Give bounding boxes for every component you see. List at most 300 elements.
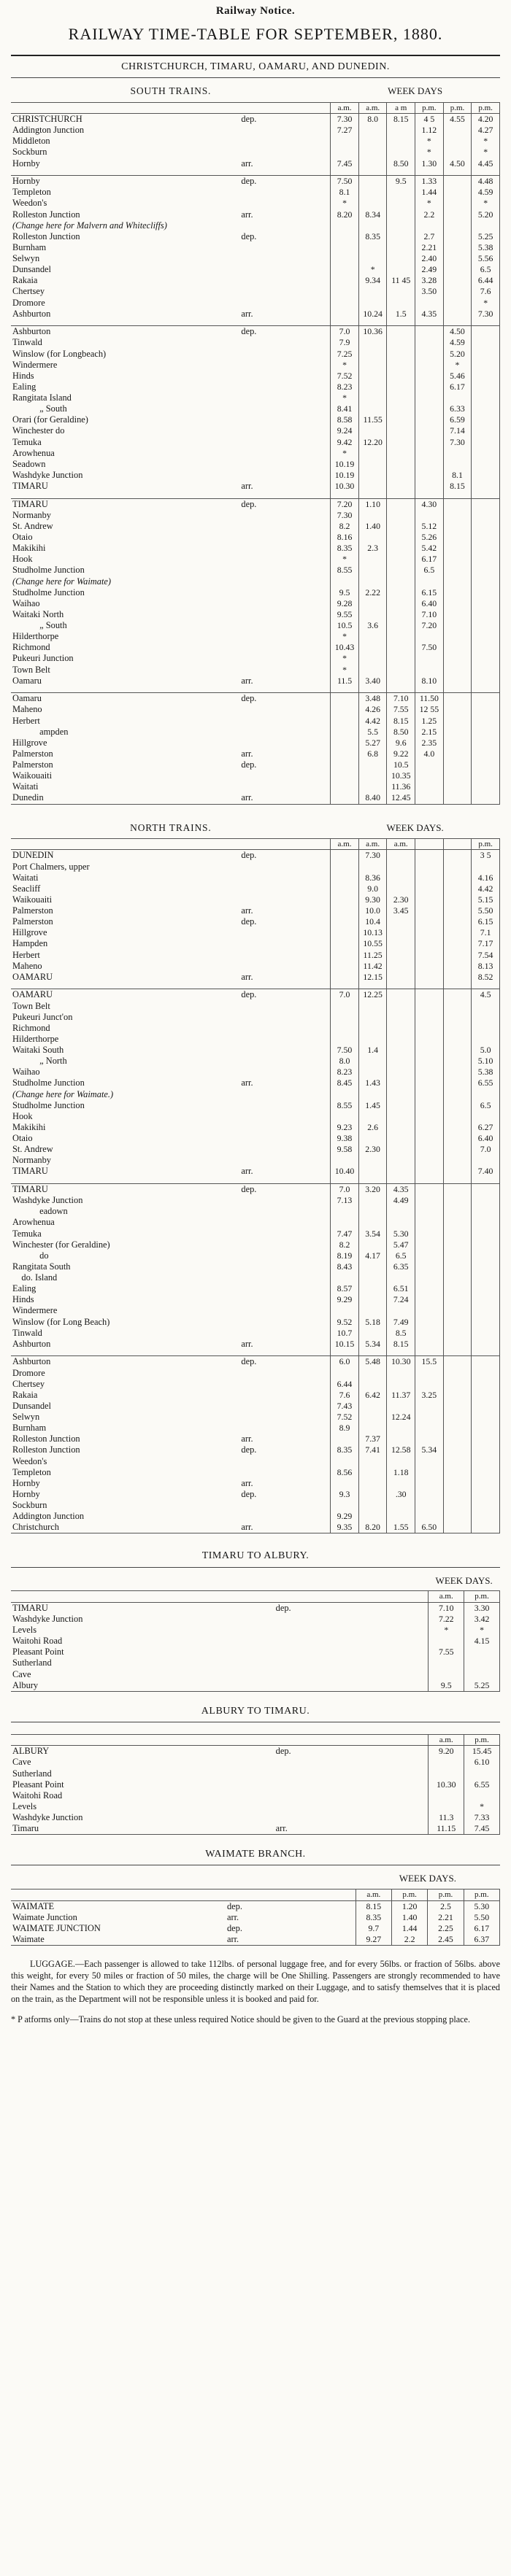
station-name: TIMARU (12, 1184, 48, 1195)
timetable-row (11, 565, 500, 576)
train-time (472, 716, 500, 727)
train-time (472, 1467, 500, 1478)
train-time: 7.43 (331, 1401, 359, 1412)
train-time (331, 781, 359, 792)
train-time (472, 459, 500, 470)
dep-arr-marker (241, 1067, 330, 1078)
station-name: Waikouaiti (12, 894, 53, 905)
station-name: Washdyke Junction (12, 469, 83, 480)
train-time (415, 1434, 444, 1444)
train-time: 8.34 (358, 209, 387, 220)
train-time (472, 770, 500, 781)
train-time (464, 1647, 500, 1658)
train-time (358, 1023, 387, 1034)
station-name: Hillgrove (12, 927, 47, 938)
timetable-row (11, 620, 500, 631)
train-time (387, 1100, 415, 1111)
train-time: 7.17 (472, 938, 500, 949)
timetable-row (11, 1467, 500, 1478)
station-name: TIMARU (12, 481, 48, 492)
train-time (358, 136, 387, 147)
dep-arr-marker (241, 136, 330, 147)
ampm-label: a.m. (429, 1591, 464, 1602)
timetable-row (11, 950, 500, 961)
train-time (415, 850, 444, 862)
train-time: 8.15 (387, 716, 415, 727)
dep-arr-marker (241, 1122, 330, 1133)
train-time (358, 403, 387, 414)
timetable-row (11, 242, 500, 253)
dep-arr-marker: arr. (241, 675, 253, 686)
train-time (331, 905, 359, 916)
timetable-row (11, 253, 500, 264)
dep-arr-marker (241, 770, 330, 781)
train-time (443, 665, 472, 676)
train-time (415, 220, 444, 231)
timetable-row (11, 470, 500, 481)
train-time: 8.2 (331, 1239, 359, 1250)
train-time: 2.15 (415, 727, 444, 738)
timetable-row (11, 1195, 500, 1206)
train-time (443, 392, 472, 403)
dep-arr-marker (241, 620, 330, 631)
timetable-row (11, 883, 500, 894)
train-time (331, 286, 359, 297)
dep-arr-marker (241, 1250, 330, 1261)
train-time (415, 961, 444, 972)
dep-arr-marker (241, 470, 330, 481)
train-time (443, 862, 472, 873)
train-time: 7.50 (415, 642, 444, 653)
timetable-row (11, 448, 500, 459)
train-time: 8.23 (331, 382, 359, 392)
train-time (387, 1423, 415, 1434)
train-time: 4 5 (415, 114, 444, 125)
train-time: 10.30 (429, 1779, 464, 1790)
train-time: 7.45 (464, 1823, 500, 1835)
train-time (415, 1100, 444, 1111)
train-time (415, 576, 444, 587)
train-time: 7.24 (387, 1294, 415, 1305)
train-time (387, 665, 415, 676)
train-time: 1.10 (358, 498, 387, 510)
timetable-row (11, 1478, 500, 1489)
train-time (358, 360, 387, 371)
train-time: 11.25 (358, 950, 387, 961)
dep-arr-marker (276, 1647, 429, 1658)
train-time (358, 337, 387, 348)
timetable-row (11, 1757, 500, 1768)
station-name: Makikihi (12, 543, 46, 554)
timetable-row (11, 298, 500, 309)
dep-arr-marker (241, 1023, 330, 1034)
dep-arr-marker (241, 873, 330, 883)
timetable-row (11, 414, 500, 425)
train-time: 6.15 (472, 916, 500, 927)
train-time: * (331, 360, 359, 371)
timetable-row (11, 1444, 500, 1455)
train-time (443, 759, 472, 770)
train-time (443, 1001, 472, 1012)
train-time (415, 1500, 444, 1511)
train-time: 5.27 (358, 738, 387, 749)
train-time: 6.50 (415, 1522, 444, 1533)
train-time (387, 676, 415, 686)
train-time (331, 704, 359, 715)
timetable-row (11, 1023, 500, 1034)
train-time: 11 45 (387, 275, 415, 286)
station-name: Otaio (12, 1133, 33, 1144)
train-time (358, 609, 387, 620)
station-name: Pleasant Point (12, 1779, 64, 1790)
train-time (415, 1478, 444, 1489)
station-name: Winslow (for Long Beach) (12, 1316, 110, 1327)
train-time (443, 543, 472, 554)
train-time (443, 1100, 472, 1111)
train-time (415, 337, 444, 348)
timetable-row (11, 425, 500, 436)
train-time (358, 198, 387, 209)
train-time: 7.52 (331, 1412, 359, 1423)
timetable-row (11, 1489, 500, 1500)
train-time (387, 850, 415, 862)
week-days-heading (429, 1728, 500, 1735)
train-time (331, 727, 359, 738)
train-time: 8.57 (331, 1283, 359, 1294)
dep-arr-marker: dep. (241, 916, 257, 927)
train-time: 12.24 (387, 1412, 415, 1423)
train-time: 3.20 (358, 1184, 387, 1196)
train-time (387, 1067, 415, 1078)
timetable-row (11, 653, 500, 664)
train-time: 4.0 (415, 749, 444, 759)
timetable-row (11, 1034, 500, 1045)
train-time (358, 1239, 387, 1250)
train-time (443, 1089, 472, 1100)
dep-arr-marker (241, 1056, 330, 1067)
train-time (443, 1339, 472, 1350)
train-time (472, 510, 500, 521)
train-time: 9.28 (331, 598, 359, 609)
dep-arr-marker (241, 1423, 330, 1434)
dep-arr-marker (241, 1401, 330, 1412)
station-name: Town Belt (12, 664, 50, 675)
station-name: Studholme Junction (12, 1099, 85, 1110)
timetable-row (11, 1790, 500, 1801)
station-name: Waihao (12, 597, 40, 608)
train-time: * (358, 264, 387, 275)
train-time (415, 1012, 444, 1023)
train-time (415, 1045, 444, 1056)
train-time (443, 448, 472, 459)
train-time: 10.13 (358, 927, 387, 938)
train-time (331, 693, 359, 705)
station-name: ALBURY (12, 1746, 50, 1757)
train-time: 6.44 (331, 1379, 359, 1390)
dep-arr-marker: arr. (241, 1477, 253, 1488)
timetable-row (11, 693, 500, 705)
train-time: 5.10 (472, 1056, 500, 1067)
train-time (358, 1206, 387, 1217)
train-time (472, 349, 500, 360)
train-time (358, 1511, 387, 1522)
train-time (331, 961, 359, 972)
train-time: 9.34 (358, 275, 387, 286)
station-name: Hilderthorpe (12, 1033, 59, 1044)
timetable-row (11, 1401, 500, 1412)
train-time: 6.17 (464, 1923, 499, 1934)
train-time: 4.20 (472, 114, 500, 125)
train-time (443, 905, 472, 916)
timetable-row (11, 1522, 500, 1533)
train-time (443, 1217, 472, 1228)
train-time (443, 1305, 472, 1316)
train-time: 7.30 (358, 850, 387, 862)
train-time: 7.37 (358, 1434, 387, 1444)
train-time (472, 1294, 500, 1305)
timetable-row (11, 510, 500, 521)
train-time (472, 403, 500, 414)
train-time (387, 1401, 415, 1412)
train-time (415, 1511, 444, 1522)
train-time (472, 642, 500, 653)
train-time: 1.40 (391, 1912, 427, 1923)
timetable-row (11, 1768, 500, 1779)
dep-arr-marker: arr. (227, 1934, 356, 1946)
train-time (415, 873, 444, 883)
train-time (387, 1456, 415, 1467)
title-rule (11, 55, 500, 56)
train-time (387, 481, 415, 492)
station-name: OAMARU (12, 971, 53, 982)
train-time (358, 382, 387, 392)
timetable-row (11, 532, 500, 543)
train-time: * (331, 653, 359, 664)
train-time: 3.50 (415, 286, 444, 297)
ampm-label: p.m. (443, 102, 472, 113)
station-name: (Change here for Malvern and Whitecliffs) (12, 220, 167, 231)
branch-timetables (11, 1550, 500, 1946)
section-divider (11, 686, 500, 693)
train-time: 5.20 (443, 349, 472, 360)
train-time: 2.30 (387, 894, 415, 905)
dep-arr-marker (241, 653, 330, 664)
train-time: 1.43 (358, 1078, 387, 1088)
train-time: 7.14 (443, 425, 472, 436)
train-time: 6.27 (472, 1122, 500, 1133)
timetable-row (11, 1423, 500, 1434)
train-time (429, 1801, 464, 1812)
train-time (472, 1250, 500, 1261)
train-time (358, 1368, 387, 1379)
train-time (358, 242, 387, 253)
timetable-row (11, 231, 500, 242)
train-time (331, 220, 359, 231)
dep-arr-marker (241, 298, 330, 309)
train-time: 5.20 (472, 209, 500, 220)
train-time (387, 598, 415, 609)
train-time: 8.40 (358, 792, 387, 804)
train-time: 9.24 (331, 425, 359, 436)
train-time (415, 916, 444, 927)
train-time: 4.59 (443, 337, 472, 348)
station-name: Hilderthorpe (12, 631, 59, 642)
train-time (443, 1412, 472, 1423)
train-time: 2.2 (415, 209, 444, 220)
train-time: 7.9 (331, 337, 359, 348)
train-time (472, 862, 500, 873)
train-time (415, 1368, 444, 1379)
train-time: 8.50 (387, 158, 415, 169)
train-time: 9.35 (331, 1522, 359, 1533)
train-time: 7.55 (429, 1647, 464, 1658)
train-time: 4.16 (472, 873, 500, 883)
train-time (358, 770, 387, 781)
train-time (387, 862, 415, 873)
timetable-row (11, 1272, 500, 1283)
train-time: 8.2 (331, 521, 359, 532)
ampm-label: a.m. (356, 1890, 391, 1900)
dep-arr-marker: dep. (241, 850, 257, 861)
train-time: 5.38 (472, 242, 500, 253)
train-time (443, 1206, 472, 1217)
train-time (415, 862, 444, 873)
timetable-row (11, 1647, 500, 1658)
timetable-row (11, 1801, 500, 1812)
train-time (415, 1412, 444, 1423)
train-time (443, 298, 472, 309)
train-time (443, 1283, 472, 1294)
train-time: * (331, 631, 359, 642)
train-time (472, 1239, 500, 1250)
station-name: St. Andrew (12, 520, 53, 531)
timetable-row (11, 1045, 500, 1056)
ampm-label: a.m. (358, 102, 387, 113)
timetable-row (11, 972, 500, 983)
timetable-row (11, 147, 500, 158)
train-time (331, 1478, 359, 1489)
train-time: 1.25 (415, 716, 444, 727)
train-time: 9.22 (387, 749, 415, 759)
train-time (443, 565, 472, 576)
train-time: 4.50 (443, 158, 472, 169)
train-time: 7.0 (331, 989, 359, 1001)
train-time (415, 759, 444, 770)
train-time (443, 1379, 472, 1390)
timetable-row (11, 1934, 500, 1946)
train-time (387, 231, 415, 242)
train-time: 8.9 (331, 1423, 359, 1434)
station-name: Waitaki South (12, 1045, 64, 1056)
timetable-row (11, 1669, 500, 1680)
train-time: 8.23 (331, 1067, 359, 1078)
timetable-row (11, 554, 500, 565)
train-time (464, 1658, 500, 1668)
train-time (472, 543, 500, 554)
timetable-row (11, 1317, 500, 1328)
train-time: 11.5 (331, 676, 359, 686)
train-time: 7.45 (331, 158, 359, 169)
train-time (415, 1294, 444, 1305)
station-name: Oamaru (12, 675, 42, 686)
train-time: 3.40 (358, 676, 387, 686)
train-time (358, 1166, 387, 1177)
train-time (358, 1001, 387, 1012)
train-time (443, 609, 472, 620)
station-name: Levels (12, 1625, 37, 1636)
train-time: 11.36 (387, 781, 415, 792)
train-time: 6.33 (443, 403, 472, 414)
train-time: 11.37 (387, 1390, 415, 1401)
train-time (331, 770, 359, 781)
dep-arr-marker (241, 565, 330, 576)
train-time (443, 676, 472, 686)
station-name: eadown (12, 1206, 68, 1217)
train-time: 7.33 (464, 1812, 500, 1823)
dep-arr-marker (241, 1144, 330, 1155)
train-time (443, 176, 472, 187)
train-time (331, 1111, 359, 1122)
timetable-row (11, 1680, 500, 1692)
train-time (387, 1379, 415, 1390)
train-time (472, 414, 500, 425)
train-time (387, 382, 415, 392)
train-time (472, 1368, 500, 1379)
train-time (443, 1294, 472, 1305)
train-time (331, 850, 359, 862)
train-time (472, 1412, 500, 1423)
train-time (472, 1356, 500, 1368)
train-time: 7.30 (331, 114, 359, 125)
station-name: Chertsey (12, 286, 45, 297)
dep-arr-marker (241, 532, 330, 543)
train-time: 9.58 (331, 1144, 359, 1155)
timetable-row (11, 1229, 500, 1239)
train-time (443, 554, 472, 565)
dep-arr-marker: arr. (241, 1166, 253, 1177)
train-time: 1.44 (415, 187, 444, 198)
train-time: 1.40 (358, 521, 387, 532)
train-time (415, 1401, 444, 1412)
dep-arr-marker (241, 1012, 330, 1023)
train-time (443, 620, 472, 631)
train-time: 6.5 (472, 264, 500, 275)
train-time: 3 5 (472, 850, 500, 862)
timetable-row (11, 1283, 500, 1294)
train-time (443, 286, 472, 297)
timetable-row (11, 382, 500, 392)
ampm-label: p.m. (415, 102, 444, 113)
timetable-row (11, 916, 500, 927)
dep-arr-marker: dep. (241, 989, 257, 1000)
station-name: Palmerston (12, 748, 53, 759)
dep-arr-marker (241, 1511, 330, 1522)
train-time (358, 642, 387, 653)
train-time: 12.25 (358, 989, 387, 1001)
train-time: 4.26 (358, 704, 387, 715)
train-time (358, 158, 387, 169)
train-time (472, 598, 500, 609)
dep-arr-marker (241, 1305, 330, 1316)
train-time (415, 1067, 444, 1078)
branch-section-waimate (11, 1848, 500, 1946)
timetable-row (11, 114, 500, 125)
train-time (415, 1379, 444, 1390)
train-time (472, 371, 500, 382)
train-time: 8.15 (443, 481, 472, 492)
train-time (472, 759, 500, 770)
timetable-row (11, 125, 500, 136)
